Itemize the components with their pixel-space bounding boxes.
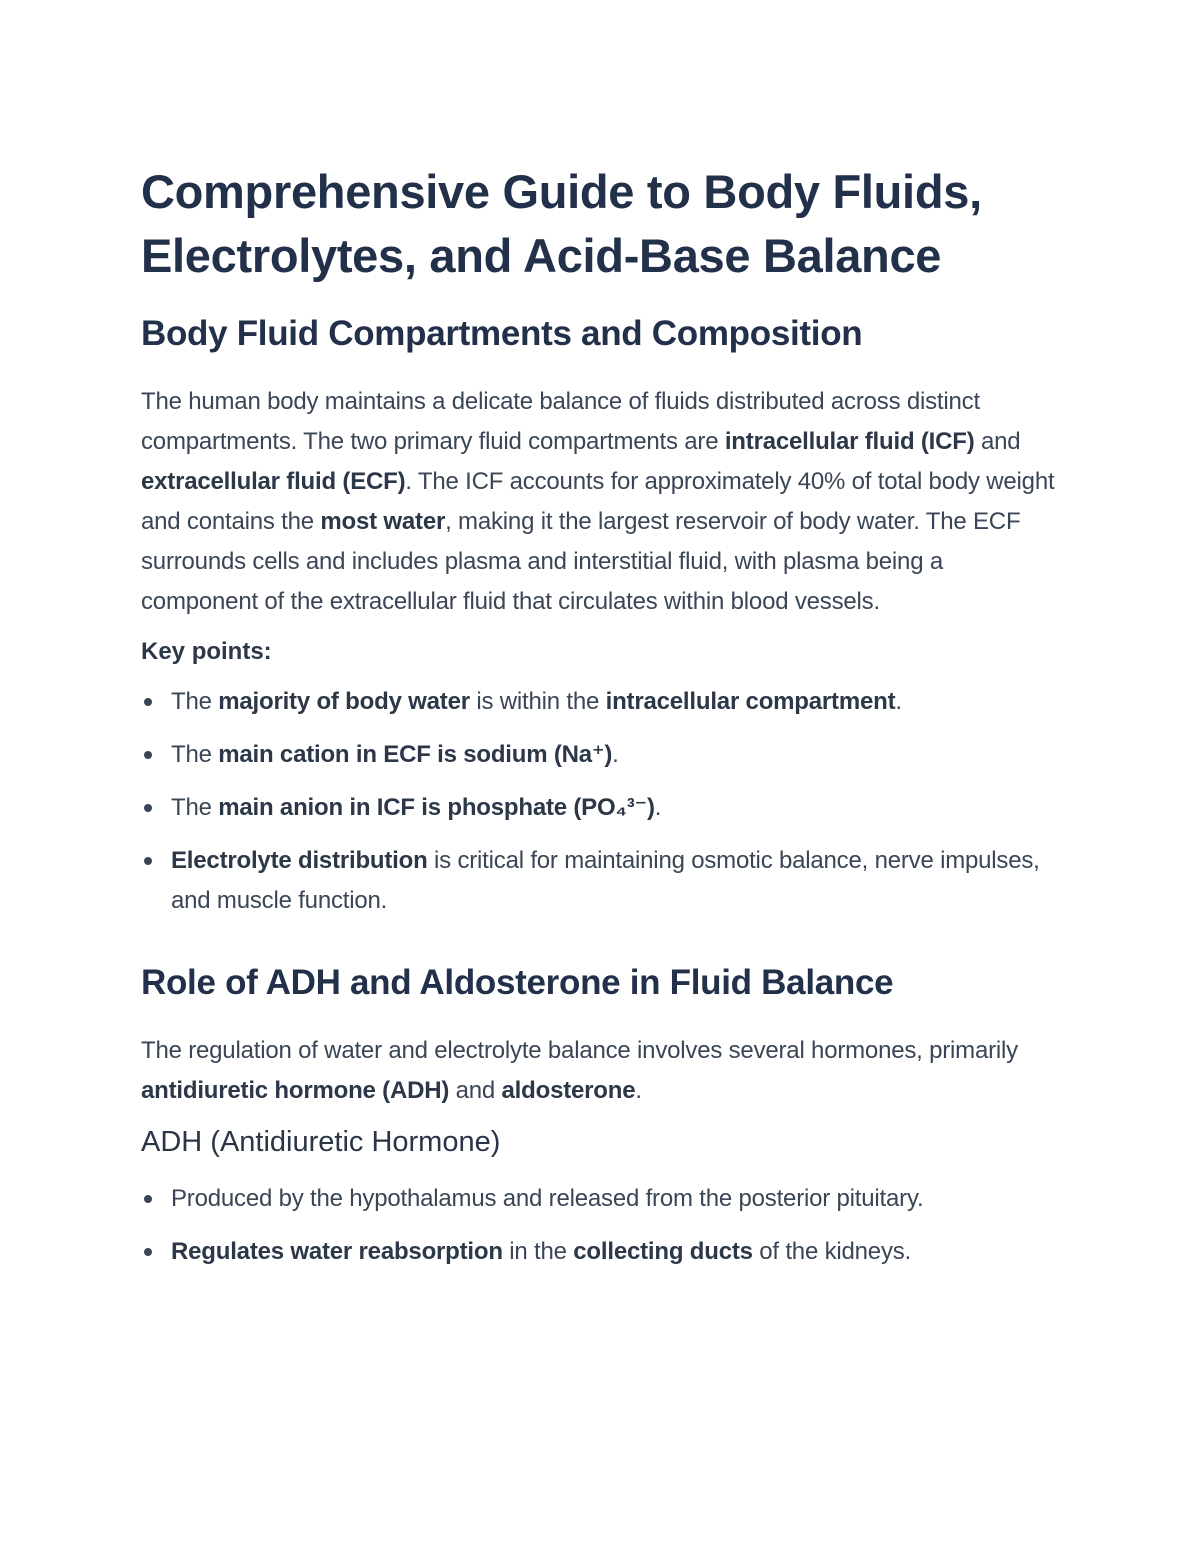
list-item <box>141 841 1061 921</box>
bold-term-most-water: most water <box>320 508 446 535</box>
subsection-heading-adh: ADH (Antidiuretic Hormone) <box>141 1126 501 1158</box>
bold-term: Regulates water reabsorption <box>171 1238 503 1265</box>
document-title: Comprehensive Guide to Body Fluids, Electrolytes, and Acid-Base Balance <box>141 165 982 282</box>
text-run: . The ICF accounts for approximately 40% of total body weight and contains the <box>141 468 1055 535</box>
adh-aldosterone-paragraph <box>141 1031 1061 1111</box>
body-fluid-paragraph <box>141 382 1061 622</box>
text-run: and <box>974 428 1021 455</box>
bold-term-ecf: extracellular fluid (ECF) <box>141 468 406 495</box>
text-run: in the <box>502 1238 574 1265</box>
bold-term: main cation in ECF is sodium (Na⁺) <box>218 741 613 768</box>
document-page <box>141 160 1061 1272</box>
list-item <box>141 1232 1061 1272</box>
bold-term-icf: intracellular fluid (ICF) <box>724 428 975 455</box>
bold-term-aldosterone: aldosterone <box>501 1077 636 1104</box>
text-run: is within the <box>469 688 606 715</box>
key-points-list <box>141 682 1061 921</box>
section-heading-adh-aldosterone: Role of ADH and Aldosterone in Fluid Balance <box>141 963 894 1002</box>
text-run: and <box>449 1077 502 1104</box>
text-run: The regulation of water and electrolyte balance involves several hormones, primarily <box>141 1037 1018 1064</box>
key-points-label: Key points: <box>141 638 272 665</box>
text-run: of the kidneys. <box>752 1238 912 1265</box>
spacer <box>141 722 1061 735</box>
bullet-icon <box>144 1248 152 1256</box>
text-run: . <box>895 688 902 715</box>
text-run: . <box>612 741 619 768</box>
list-item <box>141 1179 1061 1219</box>
bold-term: collecting ducts <box>573 1238 753 1265</box>
bullet-icon <box>144 698 152 706</box>
spacer <box>141 1219 1061 1232</box>
text-run: The <box>171 741 219 768</box>
bold-term: Electrolyte distribution <box>171 847 428 874</box>
bold-term: intracellular compartment <box>605 688 896 715</box>
text-run: . <box>635 1077 642 1104</box>
text-run: is critical for maintaining osmotic balance, nerve impulses, and muscle function. <box>171 847 1040 914</box>
bullet-icon <box>144 751 152 759</box>
text-run: The human body maintains a delicate balance of fluids distributed across distinct compartments. The two primary fluid compartments are <box>141 388 980 455</box>
bullet-icon <box>144 1195 152 1203</box>
section-heading-body-fluid: Body Fluid Compartments and Composition <box>141 314 863 353</box>
text-run: The <box>171 688 219 715</box>
bullet-icon <box>144 804 152 812</box>
adh-points-list <box>141 1179 1061 1272</box>
text-run: , making it the largest reservoir of body water. The ECF surrounds cells and includes plasma and interstitial fluid, with plasma being a component of the extracellular fluid that circulates within blood vessels. <box>141 508 1021 615</box>
bold-term: main anion in ICF is phosphate (PO₄³⁻) <box>218 794 655 821</box>
text-run: The <box>171 794 219 821</box>
list-item <box>141 735 1061 775</box>
bold-term-adh: antidiuretic hormone (ADH) <box>141 1077 450 1104</box>
list-item <box>141 788 1061 828</box>
list-item <box>141 682 1061 722</box>
bullet-icon <box>144 857 152 865</box>
bold-term: majority of body water <box>218 688 470 715</box>
text-run: . <box>654 794 662 821</box>
text-run: Produced by the hypothalamus and released from the posterior pituitary. <box>171 1185 924 1212</box>
spacer <box>141 775 1061 788</box>
spacer <box>141 828 1061 841</box>
